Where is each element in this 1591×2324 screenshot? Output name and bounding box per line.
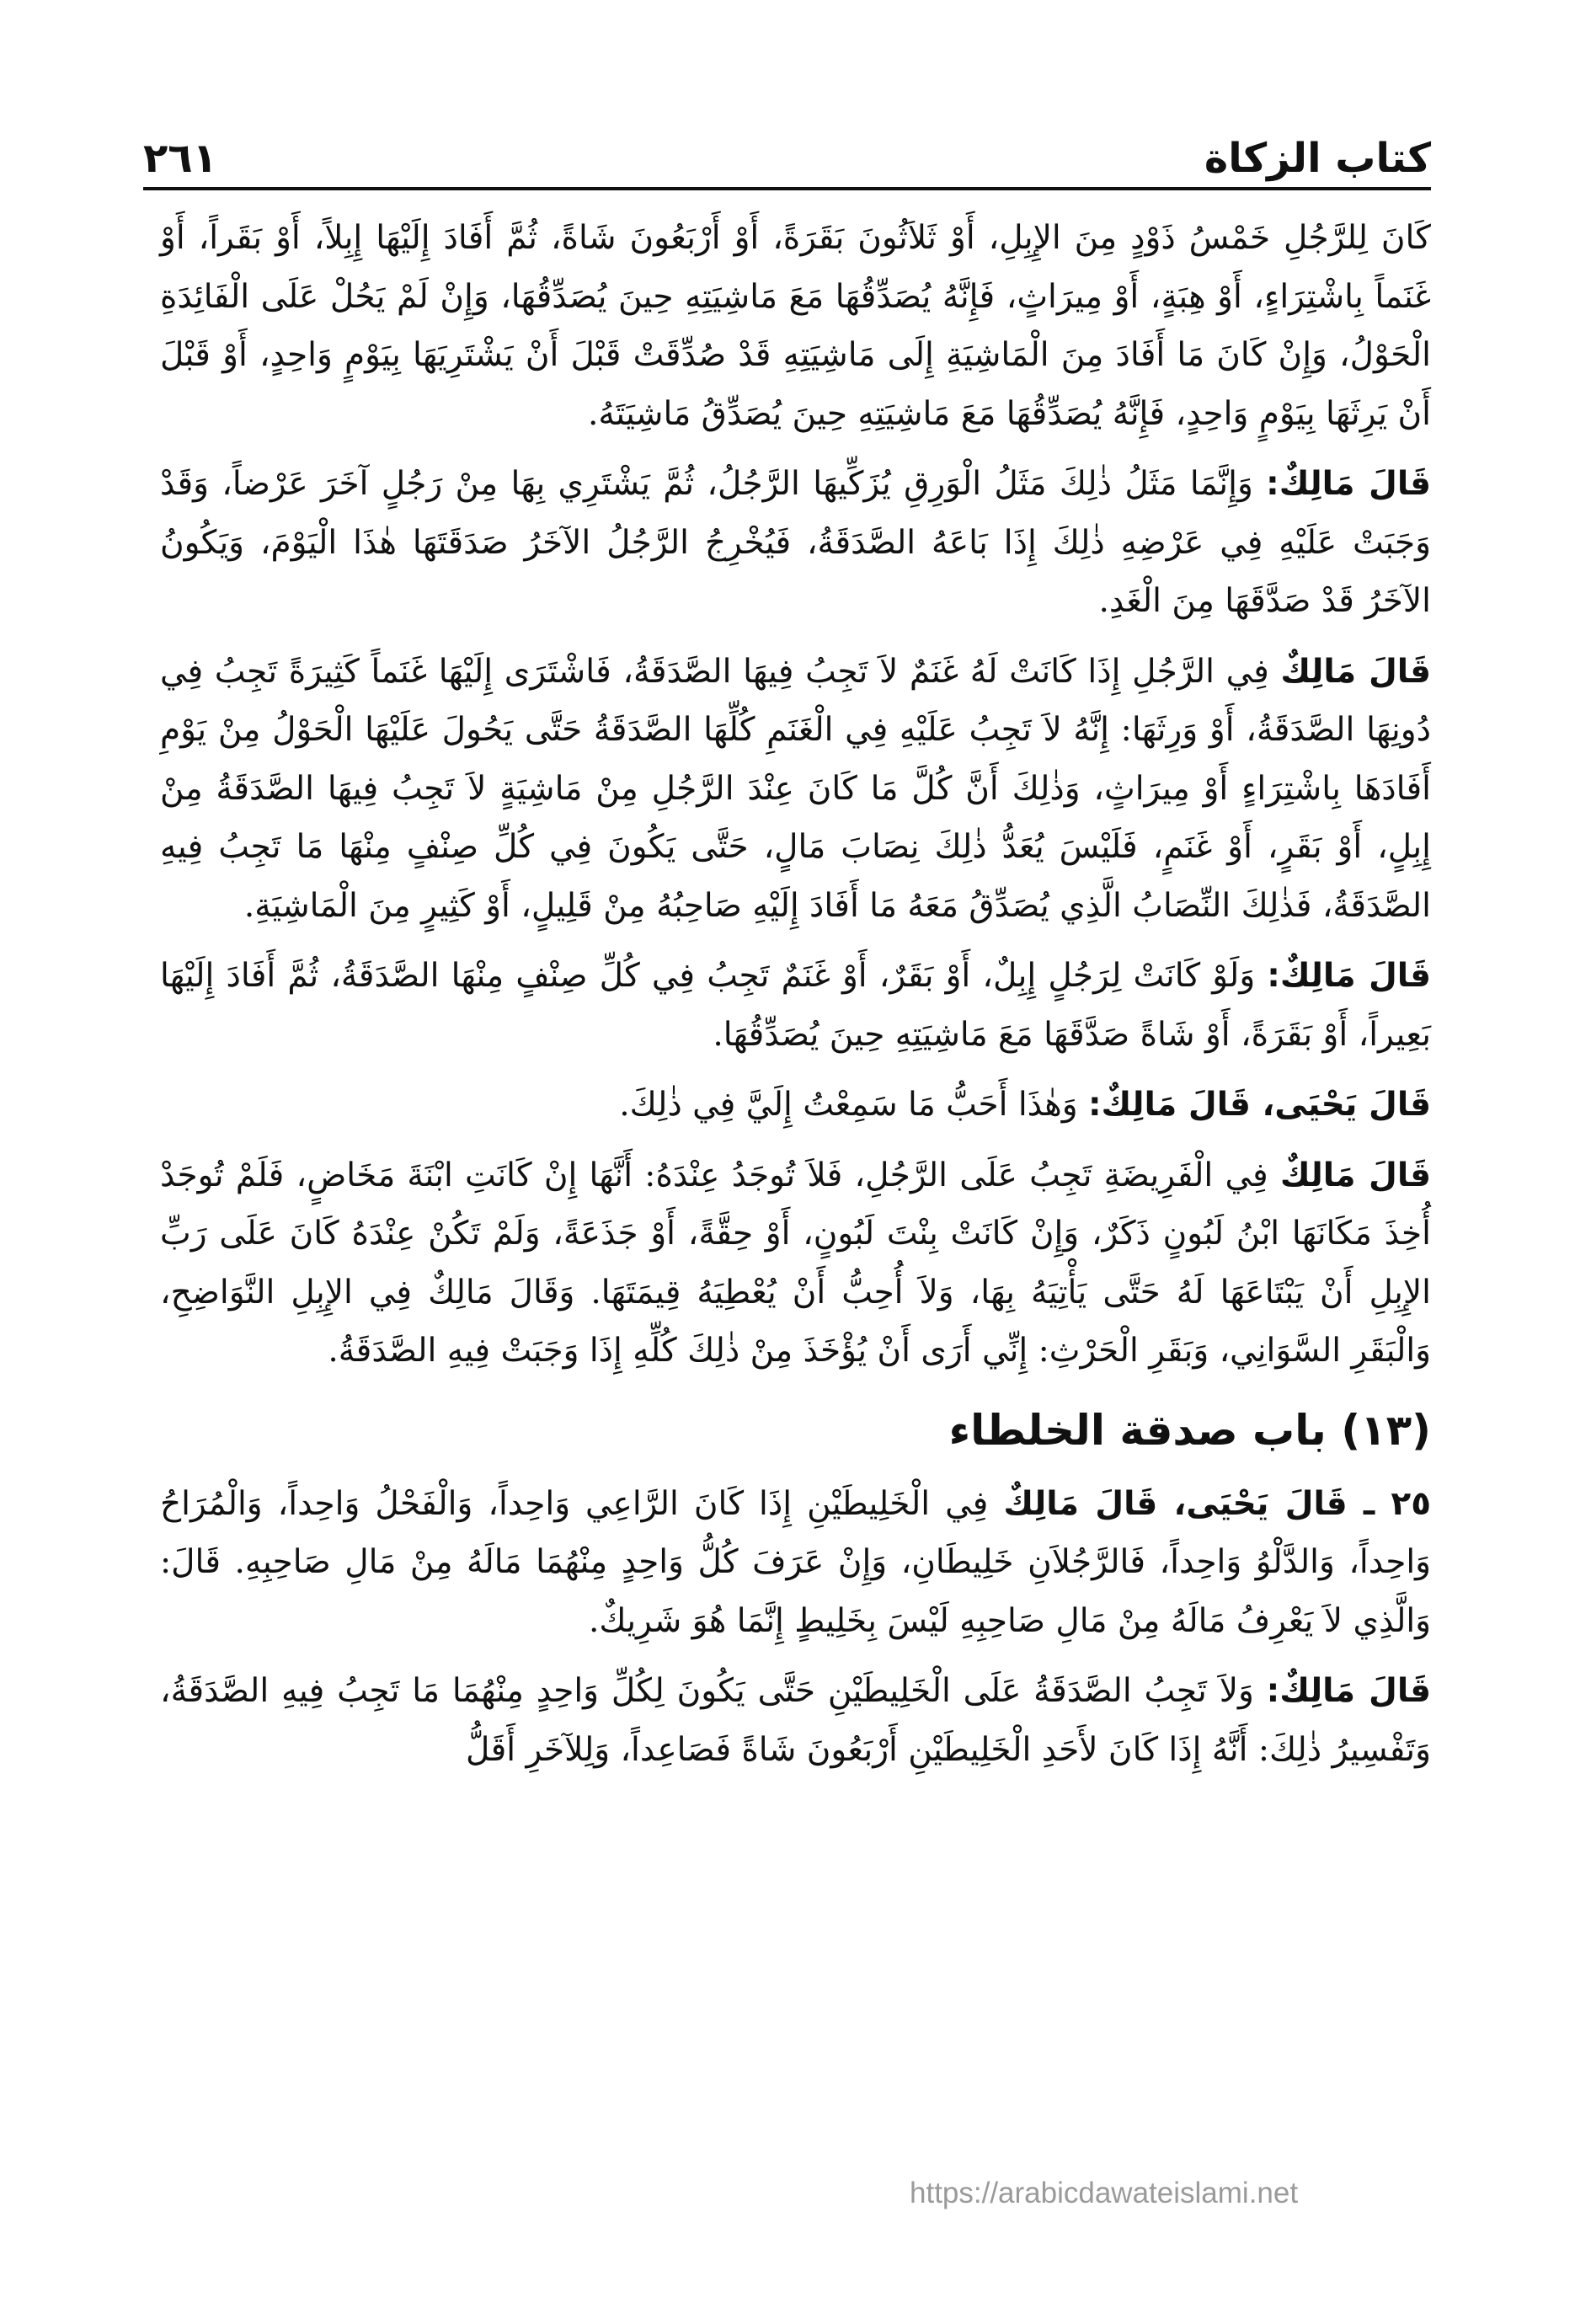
- body-text: [160, 209, 1431, 1791]
- paragraph-2: [160, 455, 1431, 631]
- paragraph-text: وَلَوْ كَانَتْ لِرَجُلٍ إِبِلٌ، أَوْ بَقَرٌ، أَوْ غَنَمٌ تَجِبُ فِي كُلِّ صِنْفٍ مِنْهَا الصَّدَقَةُ، ثُمَّ أَفَادَ إِلَيْهَا بَعِيراً، أَوْ بَقَرَةً، أَوْ شَاةً صَدَّقَهَا مَعَ مَاشِيَتِهِ حِينَ يُصَدِّقُهَا.: [160, 957, 1431, 1054]
- paragraph-text: وَهٰذَا أَحَبُّ مَا سَمِعْتُ إِلَيَّ فِي ذٰلِكَ.: [619, 1086, 1088, 1124]
- speaker-label: قَالَ مَالِكٌ: [1279, 1156, 1431, 1194]
- speaker-label: قَالَ مَالِكٌ:: [1266, 1672, 1431, 1710]
- final-paragraph: [160, 1662, 1431, 1779]
- speaker-label: قَالَ مَالِكٌ:: [1266, 465, 1431, 503]
- paragraph-3: [160, 643, 1431, 936]
- paragraph-text: فِي الرَّجُلِ إِذَا كَانَتْ لَهُ غَنَمٌ لاَ تَجِبُ فِيهَا الصَّدَقَةُ، فَاشْتَرَى إِلَيْهَا غَنَماً كَثِيرَةً تَجِبُ فِي دُونِهَا الصَّدَقَةُ، أَوْ وَرِثَهَا: إِنَّهُ لاَ تَجِبُ عَلَيْهِ فِي الْغَنَمِ كُلِّهَا الصَّدَقَةُ حَتَّى يَحُولَ عَلَيْهَا الْحَوْلُ مِنْ يَوْمِ أَفَادَهَا بِاشْتِرَاءٍ أَوْ مِيرَاثٍ، وَذٰلِكَ أَنَّ كُلَّ مَا كَانَ عِنْدَ الرَّجُلِ مِنْ مَاشِيَةٍ لاَ تَجِبُ فِيهَا الصَّدَقَةُ مِنْ إِبِلٍ، أَوْ بَقَرٍ، أَوْ غَنَمٍ، فَلَيْسَ يُعَدُّ ذٰلِكَ نِصَابَ مَالٍ، حَتَّى يَكُونَ فِي كُلِّ صِنْفٍ مِنْهَا مَا تَجِبُ فِيهِ الصَّدَقَةُ، فَذٰلِكَ النِّصَابُ الَّذِي يُصَدِّقُ مَعَهُ مَا أَفَادَ إِلَيْهِ صَاحِبُهُ مِنْ قَلِيلٍ، أَوْ كَثِيرٍ مِنَ الْمَاشِيَةِ.: [160, 652, 1431, 925]
- speaker-label: قَالَ مَالِكٌ:: [1267, 957, 1431, 995]
- paragraph-4: [160, 947, 1431, 1064]
- paragraph-text: وَإِنَّمَا مَثَلُ ذٰلِكَ مَثَلُ الْوَرِقِ يُزَكِّيهَا الرَّجُلُ، ثُمَّ يَشْتَرِي بِهَا مِنْ رَجُلٍ آخَرَ عَرْضاً، وَقَدْ وَجَبَتْ عَلَيْهِ فِي عَرْضِهِ ذٰلِكَ إِذَا بَاعَهُ الصَّدَقَةُ، فَيُخْرِجُ الرَّجُلُ الآخَرُ صَدَقَتَهَا هٰذَا الْيَوْمَ، وَيَكُونُ الآخَرُ قَدْ صَدَّقَهَا مِنَ الْغَدِ.: [160, 465, 1431, 620]
- speaker-label: قَالَ يَحْيَى، قَالَ مَالِكٌ: [1003, 1484, 1364, 1523]
- paragraph-text: كَانَ لِلرَّجُلِ خَمْسُ ذَوْدٍ مِنَ الإِبِلِ، أَوْ ثَلاَثُونَ بَقَرَةً، أَوْ أَرْبَعُونَ شَاةً، ثُمَّ أَفَادَ إِلَيْهَا إِبِلاً، أَوْ بَقَراً، أَوْ غَنَماً بِاشْتِرَاءٍ، أَوْ هِبَةٍ، أَوْ مِيرَاثٍ، فَإِنَّهُ يُصَدِّقُهَا مَعَ مَاشِيَتِهِ حِينَ يُصَدِّقُهَا، وَإِنْ لَمْ يَحُلْ عَلَى الْفَائِدَةِ الْحَوْلُ، وَإِنْ كَانَ مَا أَفَادَ مِنَ الْمَاشِيَةِ إِلَى مَاشِيَتِهِ قَدْ صُدِّقَتْ قَبْلَ أَنْ يَشْتَرِيَهَا بِيَوْمٍ وَاحِدٍ، أَوْ قَبْلَ أَنْ يَرِثَهَا بِيَوْمٍ وَاحِدٍ، فَإِنَّهُ يُصَدِّقُهَا مَعَ مَاشِيَتِهِ حِينَ يُصَدِّقُ مَاشِيَتَهُ.: [160, 219, 1431, 433]
- speaker-label: قَالَ يَحْيَى، قَالَ مَالِكٌ:: [1087, 1086, 1431, 1124]
- paragraph-6: [160, 1146, 1431, 1381]
- hadith-paragraph: [160, 1475, 1431, 1651]
- hadith-number: ٢٥ ـ: [1363, 1484, 1432, 1523]
- page-header: [143, 126, 1431, 182]
- paragraph-1: [160, 209, 1431, 443]
- page-number: ٢٦١: [143, 135, 217, 182]
- paragraph-text: فِي الْخَلِيطَيْنِ إِذَا كَانَ الرَّاعِي وَاحِداً، وَالْفَحْلُ وَاحِداً، وَالْمُرَاحُ وَاحِداً، وَالدَّلْوُ وَاحِداً، فَالرَّجُلاَنِ خَلِيطَانِ، وَإِنْ عَرَفَ كُلُّ وَاحِدٍ مِنْهُمَا مَالَهُ مِنْ مَالِ صَاحِبِهِ. قَالَ: وَالَّذِي لاَ يَعْرِفُ مَالَهُ مِنْ مَالِ صَاحِبِهِ لَيْسَ بِخَلِيطٍ إِنَّمَا هُوَ شَرِيكٌ.: [160, 1484, 1431, 1640]
- speaker-label: قَالَ مَالِكٌ: [1280, 652, 1431, 691]
- header-divider: [143, 187, 1431, 190]
- watermark-url: https://arabicdawateislami.net: [910, 2177, 1299, 2209]
- chapter-heading: (١٣) باب صدقة الخلطاء: [948, 1405, 1431, 1455]
- paragraph-text: فِي الْفَرِيضَةِ تَجِبُ عَلَى الرَّجُلِ، فَلاَ تُوجَدُ عِنْدَهُ: أَنَّهَا إِنْ كَانَتِ ابْنَةَ مَخَاضٍ، فَلَمْ تُوجَدْ أُخِذَ مَكَانَهَا ابْنُ لَبُونٍ ذَكَرٌ، وَإِنْ كَانَتْ بِنْتَ لَبُونٍ، أَوْ حِقَّةً، أَوْ جَذَعَةً، وَلَمْ تَكُنْ عِنْدَهُ كَانَ عَلَى رَبِّ الإِبِلِ أَنْ يَبْتَاعَهَا لَهُ حَتَّى يَأْتِيَهُ بِهَا، وَلاَ أُحِبُّ أَنْ يُعْطِيَهُ قِيمَتَهَا. وَقَالَ مَالِكٌ فِي الإِبِلِ النَّوَاضِحِ، وَالْبَقَرِ السَّوَانِي، وَبَقَرِ الْحَرْثِ: إِنِّي أَرَى أَنْ يُؤْخَذَ مِنْ ذٰلِكَ كُلِّهِ إِذَا وَجَبَتْ فِيهِ الصَّدَقَةُ.: [160, 1156, 1431, 1370]
- paragraph-5: [160, 1076, 1431, 1135]
- paragraph-text: وَلاَ تَجِبُ الصَّدَقَةُ عَلَى الْخَلِيطَيْنِ حَتَّى يَكُونَ لِكُلِّ وَاحِدٍ مِنْهُمَا مَا تَجِبُ فِيهِ الصَّدَقَةُ، وَتَفْسِيرُ ذٰلِكَ: أَنَّهُ إِذَا كَانَ لأَحَدِ الْخَلِيطَيْنِ أَرْبَعُونَ شَاةً فَصَاعِداً، وَلِلآخَرِ أَقَلُّ: [160, 1672, 1431, 1769]
- book-title: كتاب الزكاة: [1204, 135, 1431, 182]
